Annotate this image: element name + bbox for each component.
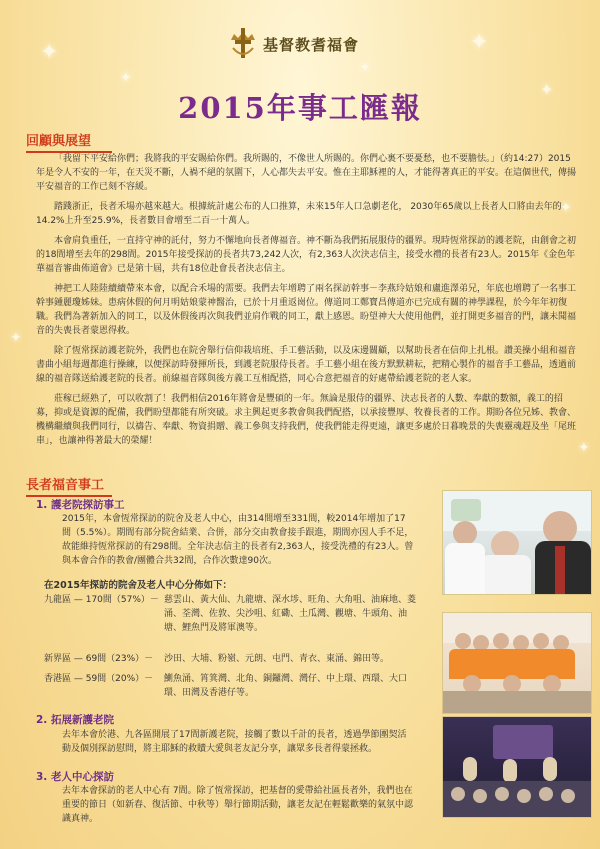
sparkle-icon: ✦ bbox=[120, 70, 132, 86]
photo-pastor-visit bbox=[442, 490, 592, 595]
district-list: 鰂魚涌、筲箕灣、北角、銅鑼灣、灣仔、中上環、西環、大口環、田灣及香港仔等。 bbox=[164, 674, 408, 698]
section-heading-text: 回顧與展望 bbox=[26, 134, 92, 149]
district-row bbox=[44, 593, 424, 649]
subsection-title-1: 1. 護老院探訪事工 bbox=[36, 499, 125, 511]
photo-centre-activity bbox=[442, 716, 592, 818]
visits-heading: 在2015年探訪的院舍及老人中心分佈如下： bbox=[44, 580, 232, 591]
paragraph: 「我留下平安給你們；我將我的平安賜給你們。我所賜的，不像世人所賜的。你們心裏不要憂愁，也不要膽怯。」（約14:27）2015年是令人不安的一年，在天災不斷，人禍不絕的氛圍下，人心都失去平安。惟在主耶穌裡的人，才能得著真正的平安。在這個世代，傳揚平安福音的工作已刻不容緩。 bbox=[36, 154, 577, 192]
paragraph: 莊稼已經熟了，可以收割了！我們相信2016年將會是豐碩的一年。無論是服侍的疆界、決志長者的人數、奉獻的數額，義工的招募，抑或是資源的配備，我們盼望都能有所突破。求主興起更多教會與我們配搭，以承接豐厚、牧養長者的工作。期盼各位兄姊、教會、機構繼續與我們同行，以禱告、奉獻、物資捐贈、義工參與支持我們，使我們能走得更遠，讓更多處於日暮晚景的失喪靈魂趕及坐「尾班車」，也讓神得著最大的榮耀！ bbox=[36, 394, 577, 446]
review-body bbox=[36, 152, 576, 454]
section-heading-ministry bbox=[26, 474, 112, 497]
sparkle-icon: ✦ bbox=[470, 30, 489, 55]
subsection-text-2: 去年本會於港、九各區開展了17間新護老院，接觸了數以千計的長者，透過學節團契活動及個別探訪慰問，將主耶穌的救贖大愛與老友記分享，讓眾多長者得蒙拯救。 bbox=[62, 730, 407, 754]
sparkle-icon: ✦ bbox=[578, 440, 590, 456]
district-list: 慈雲山、黃大仙、九龍塘、深水埗、旺角、大角咀、油麻地、菱涌、荃灣、佐敦、尖沙咀、紅磡、土瓜灣、觀塘、牛頭角、油塘、鯉魚門及將軍澳等。 bbox=[164, 595, 417, 633]
page-title: 2015年事工匯報 bbox=[178, 91, 422, 125]
sparkle-icon: ✦ bbox=[360, 60, 371, 74]
subsection-text-1: 2015年，本會恆常探訪的院舍及老人中心，由314間增至331間，較2014年增加了17間（5.5%）。期間有部分院舍結業、合併，部分交由教會接手跟進，期間亦因人手不足，故能維持恆常探訪的有298間。全年決志信主的長者有2,363人，接受洗禮的有23人。曾與本會合作的教會/團體合共32間，合作次數達90次。 bbox=[62, 514, 414, 566]
subsection-text-3: 去年本會探訪的老人中心有 7間。除了恆常探訪，把基督的愛帶給社區長者外，我們也在重要的節日（如新春、復活節、中秋等）舉行節期活動，讓老友記在輕鬆歡樂的氣氛中認識真神。 bbox=[62, 786, 414, 824]
district-name: 香港區 — 59間（20%）－ bbox=[44, 674, 154, 684]
district-list: 沙田、大埔、粉嶺、元朗、屯門、青衣、東涌、錦田等。 bbox=[164, 654, 390, 664]
sparkle-icon: ✦ bbox=[10, 330, 22, 346]
organization-name: 基督教耆福會 bbox=[263, 36, 360, 54]
cross-crown-logo-icon bbox=[228, 26, 258, 60]
sparkle-icon: ✦ bbox=[540, 80, 554, 99]
paragraph: 踏踐浙正，長者禾場亦越來越大。根據統計處公布的人口推算，未來15年人口急劇老化， 2030年65歲以上長者人口將由去年的14.2%上升至25.9%，長者數目會增至二百一十萬人。 bbox=[36, 202, 562, 226]
photo-volunteer-group bbox=[442, 612, 592, 714]
sparkle-icon: ✦ bbox=[40, 40, 59, 65]
subsection-title-3: 3. 老人中心探訪 bbox=[36, 771, 114, 783]
section-heading-text: 長者福音事工 bbox=[26, 478, 105, 493]
paragraph: 除了恆常探訪護老院外，我們也在院舍舉行信仰栽培班、手工藝活動，以及床邊關顧，以幫助長者在信仰上扎根。讚美操小組和福音書曲小組每週都進行操練，以便探訪時發揮所長，到護老院服侍長者。手工藝小組在後方默默耕耘，把精心製作的福音手工藝品，透過前線的福音隊送給護老院的長者。前線福音隊與後方義工互相配搭，同心合意把福音的好處帶給護老院的老人家。 bbox=[36, 346, 577, 384]
paragraph: 本會肩負重任，一直持守神的託付，努力不懈地向長者傳福音。神不斷為我們拓展服侍的疆界。現時恆常探訪的護老院，由創會之初的18間增至去年的298間。2015年接受探訪的長者共73,242人次，有2,363人次決志信主，接受水禮的長者有23人。2015年《金色年華福音審曲佈道會》已是第十屆，共有18位赴會長者決志信主。 bbox=[36, 236, 577, 274]
district-name: 九龍區 — 170間（57%）－ bbox=[44, 595, 159, 605]
paragraph: 神把工人陸陸續續帶來本會，以配合禾場的需要。我們去年增聘了兩名探訪幹事－李燕玲姑娘和盧進澤弟兄，年底也增聘了一名事工幹事鍾麗瓊姊妹。患病休假的何月明姑娘蒙神醫治，已於十月重返崗位。傳道同工鄭寶昌傳道亦已完成有關的神學課程，於今年年初復職。我們為著新加入的同工，以及休假後再次與我們並肩作戰的同工，獻上感恩。盼望神大大使用他們，並打開更多福音的門，讓未聞福音的失喪長者蒙恩得救。 bbox=[36, 284, 577, 336]
district-name: 新界區 — 69間（23%）－ bbox=[44, 654, 154, 664]
sparkle-icon: ✦ bbox=[560, 200, 572, 216]
subsection-title-2: 2. 拓展新護老院 bbox=[36, 714, 114, 726]
section-heading-review bbox=[26, 130, 112, 153]
